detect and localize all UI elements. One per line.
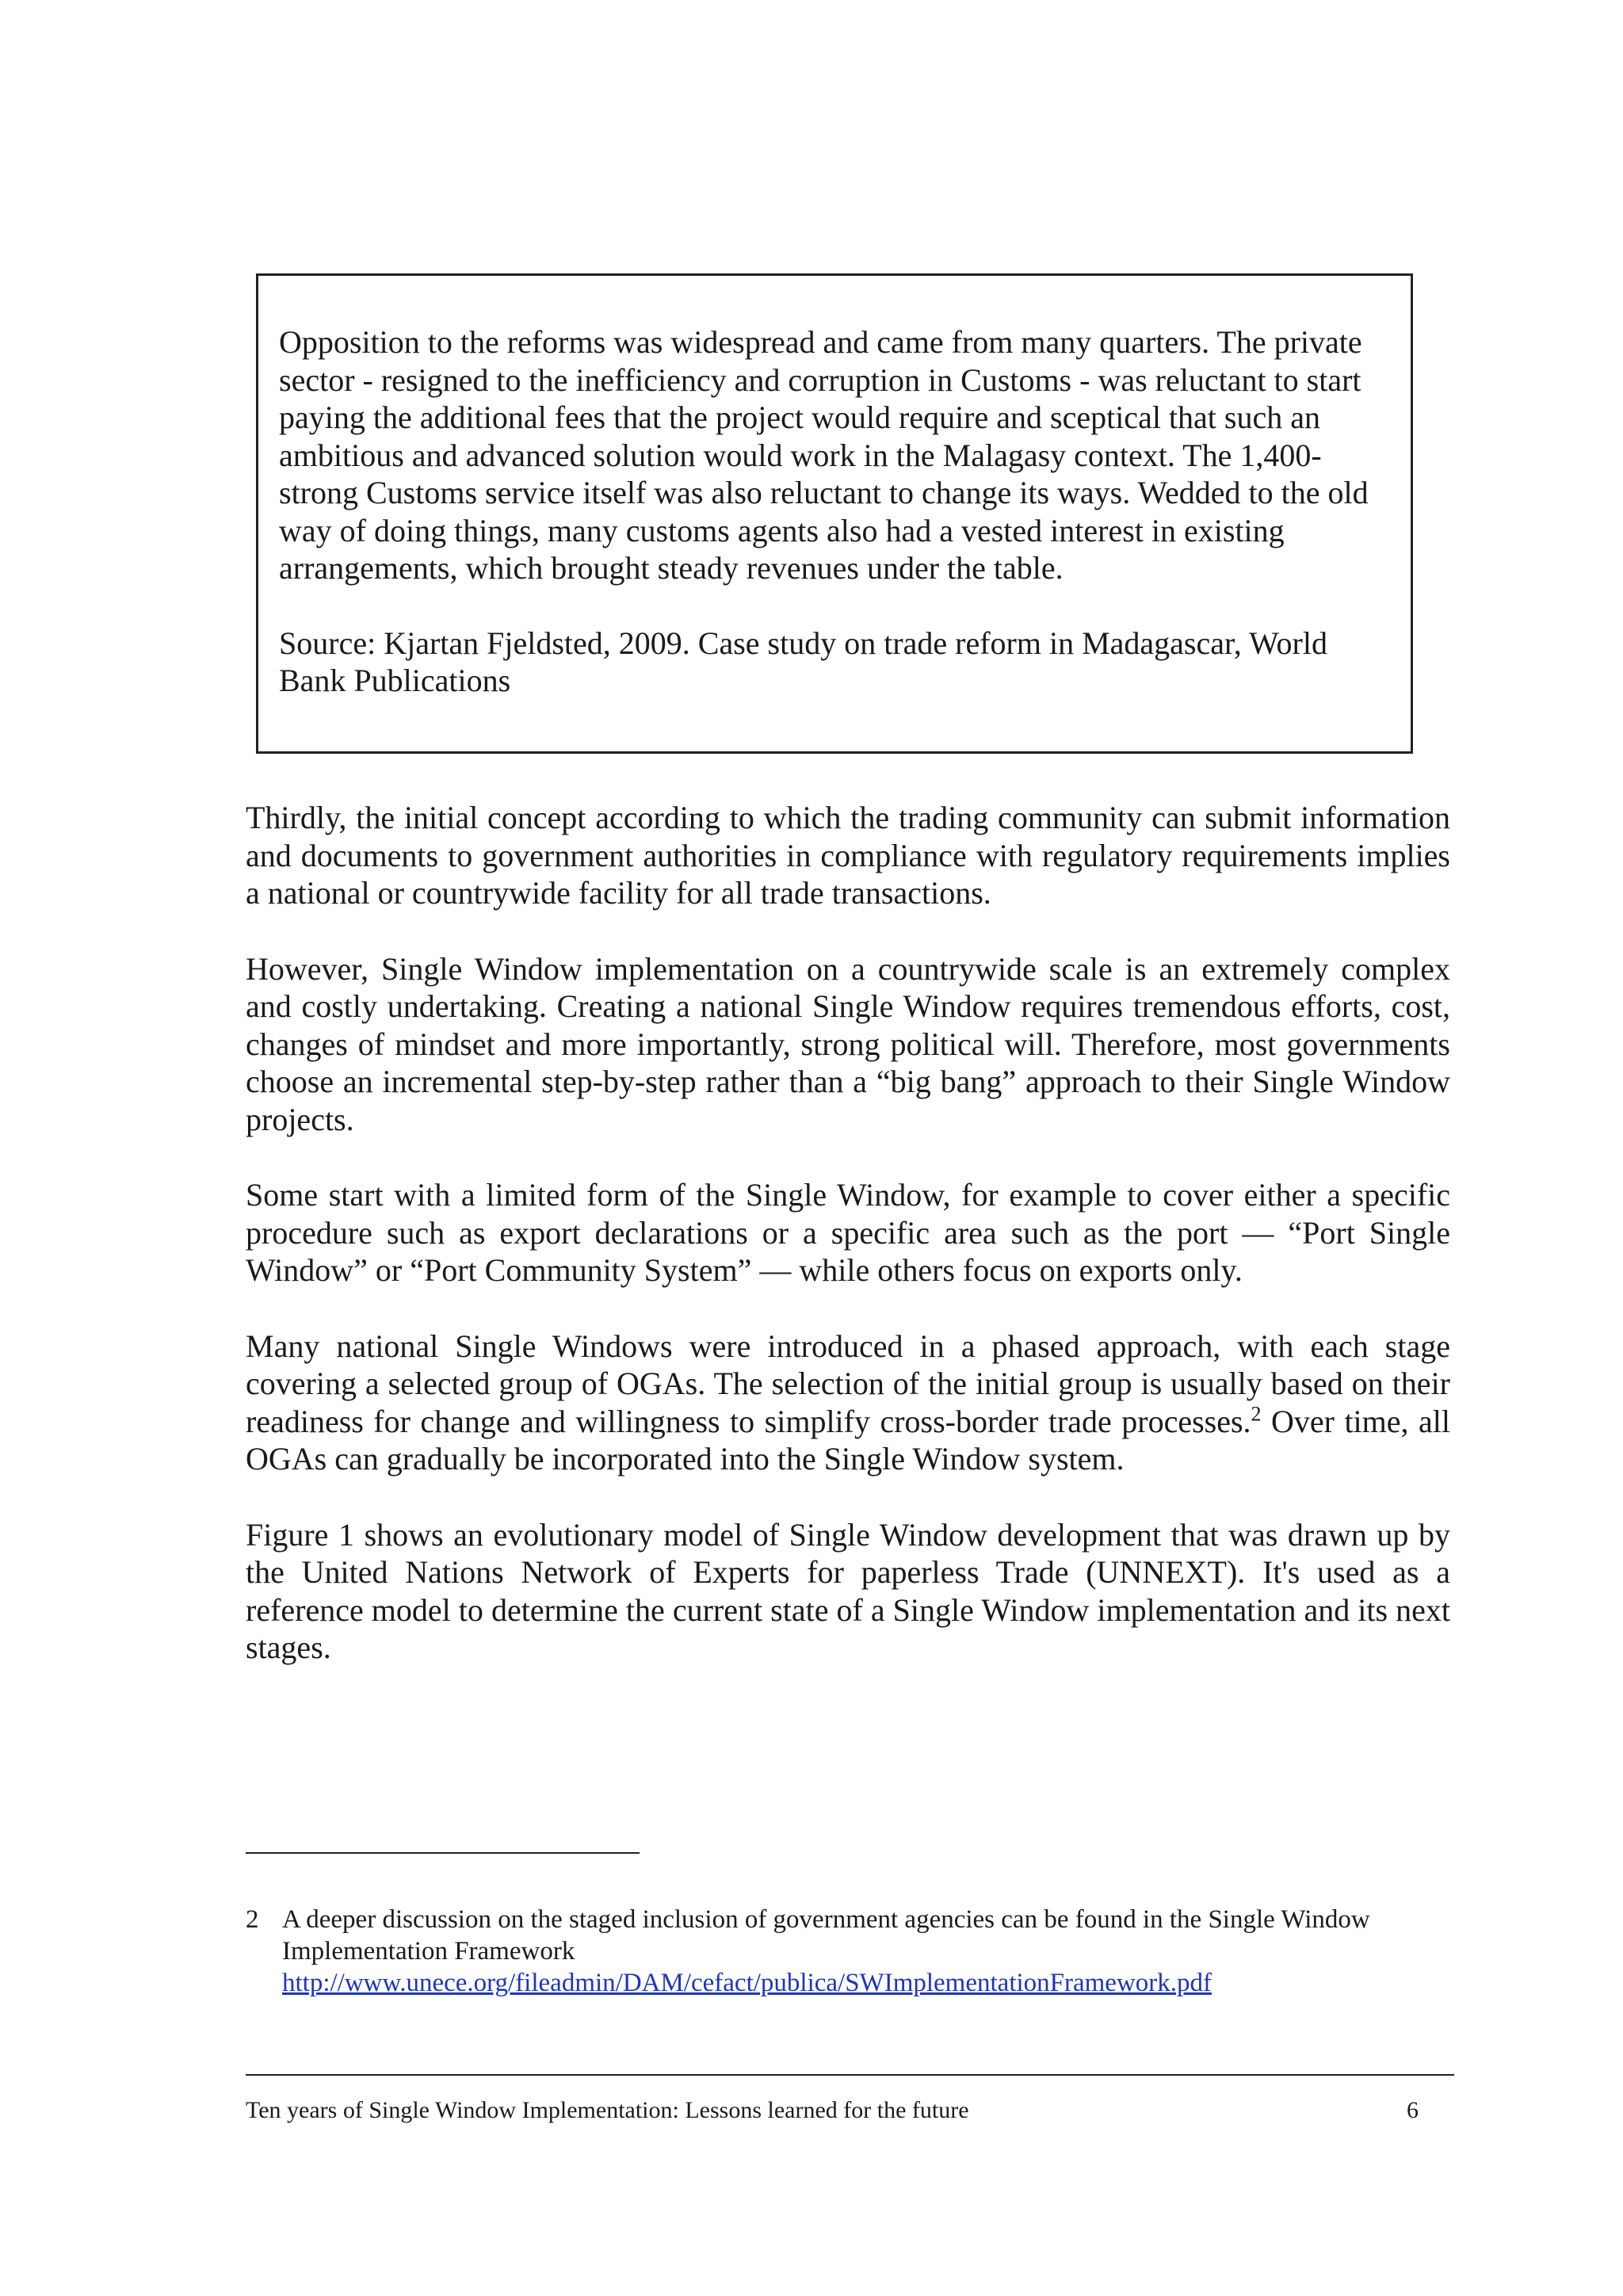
paragraph-4	[246, 1328, 1450, 1478]
footnote-reference[interactable]: 2	[1251, 1402, 1262, 1426]
paragraph-2: However, Single Window implementation on a countrywide scale is an extremely complex and costly undertaking. Creating a national Single Window requires tremendous efforts, cost, changes of mindset and more importantly, strong political will. Therefore, most governments choose an incremental step-by-step rather than a “big bang” approach to their Single Window projects.	[246, 950, 1450, 1137]
footer-title: Ten years of Single Window Implementation: Lessons learned for the future	[246, 2097, 969, 2123]
paragraph-5: Figure 1 shows an evolutionary model of Single Window development that was drawn up by the United Nations Network of Experts for paperless Trade (UNNEXT). It's used as a reference model to determine the current state of a Single Window implementation and its next stages.	[246, 1516, 1450, 1665]
paragraph-4-text: Many national Single Windows were introduced in a phased approach, with each stage covering a selected group of OGAs. The selection of the initial group is usually based on their readiness for change and willingness to simplify cross-border trade processes.	[246, 1328, 1450, 1439]
footnote-link[interactable]: http://www.unece.org/fileadmin/DAM/cefact/publica/SWImplementationFramework.pdf	[282, 1969, 1212, 1997]
paragraph-4-text-continued: Over time, all OGAs can gradually be incorporated into the Single Window system.	[246, 1403, 1450, 1477]
case-study-box	[256, 273, 1413, 754]
case-study-quote: Opposition to the reforms was widespread and came from many quarters. The private sector - resigned to the inefficiency and corruption in Customs - was reluctant to start paying the additional fees that the project would require and sceptical that such an ambitious and advanced solution would work in the Malagasy context. The 1,400-strong Customs service itself was also reluctant to change its ways. Wedded to the old way of doing things, many customs agents also had a vested interest in existing arrangements, which brought steady revenues under the table.	[279, 324, 1369, 586]
footnote-body	[282, 1904, 1458, 1999]
page-number: 6	[1407, 2097, 1419, 2123]
footer-separator	[246, 2074, 1454, 2076]
footnote-text: A deeper discussion on the staged inclusion of government agencies can be found in the Single Window Implementation Framework	[282, 1905, 1370, 1966]
footnote-separator	[246, 1852, 640, 1854]
case-study-source: Source: Kjartan Fjeldsted, 2009. Case study on trade reform in Madagascar, World Bank Publications	[279, 625, 1327, 698]
paragraph-3: Some start with a limited form of the Single Window, for example to cover either a specific procedure such as export declarations or a specific area such as the port — “Port Single Window” or “Port Community System” — while others focus on exports only.	[246, 1177, 1450, 1288]
page-footer	[246, 2096, 1419, 2125]
paragraph-1: Thirdly, the initial concept according to which the trading community can submit information and documents to government authorities in compliance with regulatory requirements implies a national or countrywide facility for all trade transactions.	[246, 800, 1450, 911]
body-text	[246, 799, 1450, 1705]
footnote-number: 2	[246, 1905, 259, 1934]
footnote	[246, 1904, 1458, 1999]
